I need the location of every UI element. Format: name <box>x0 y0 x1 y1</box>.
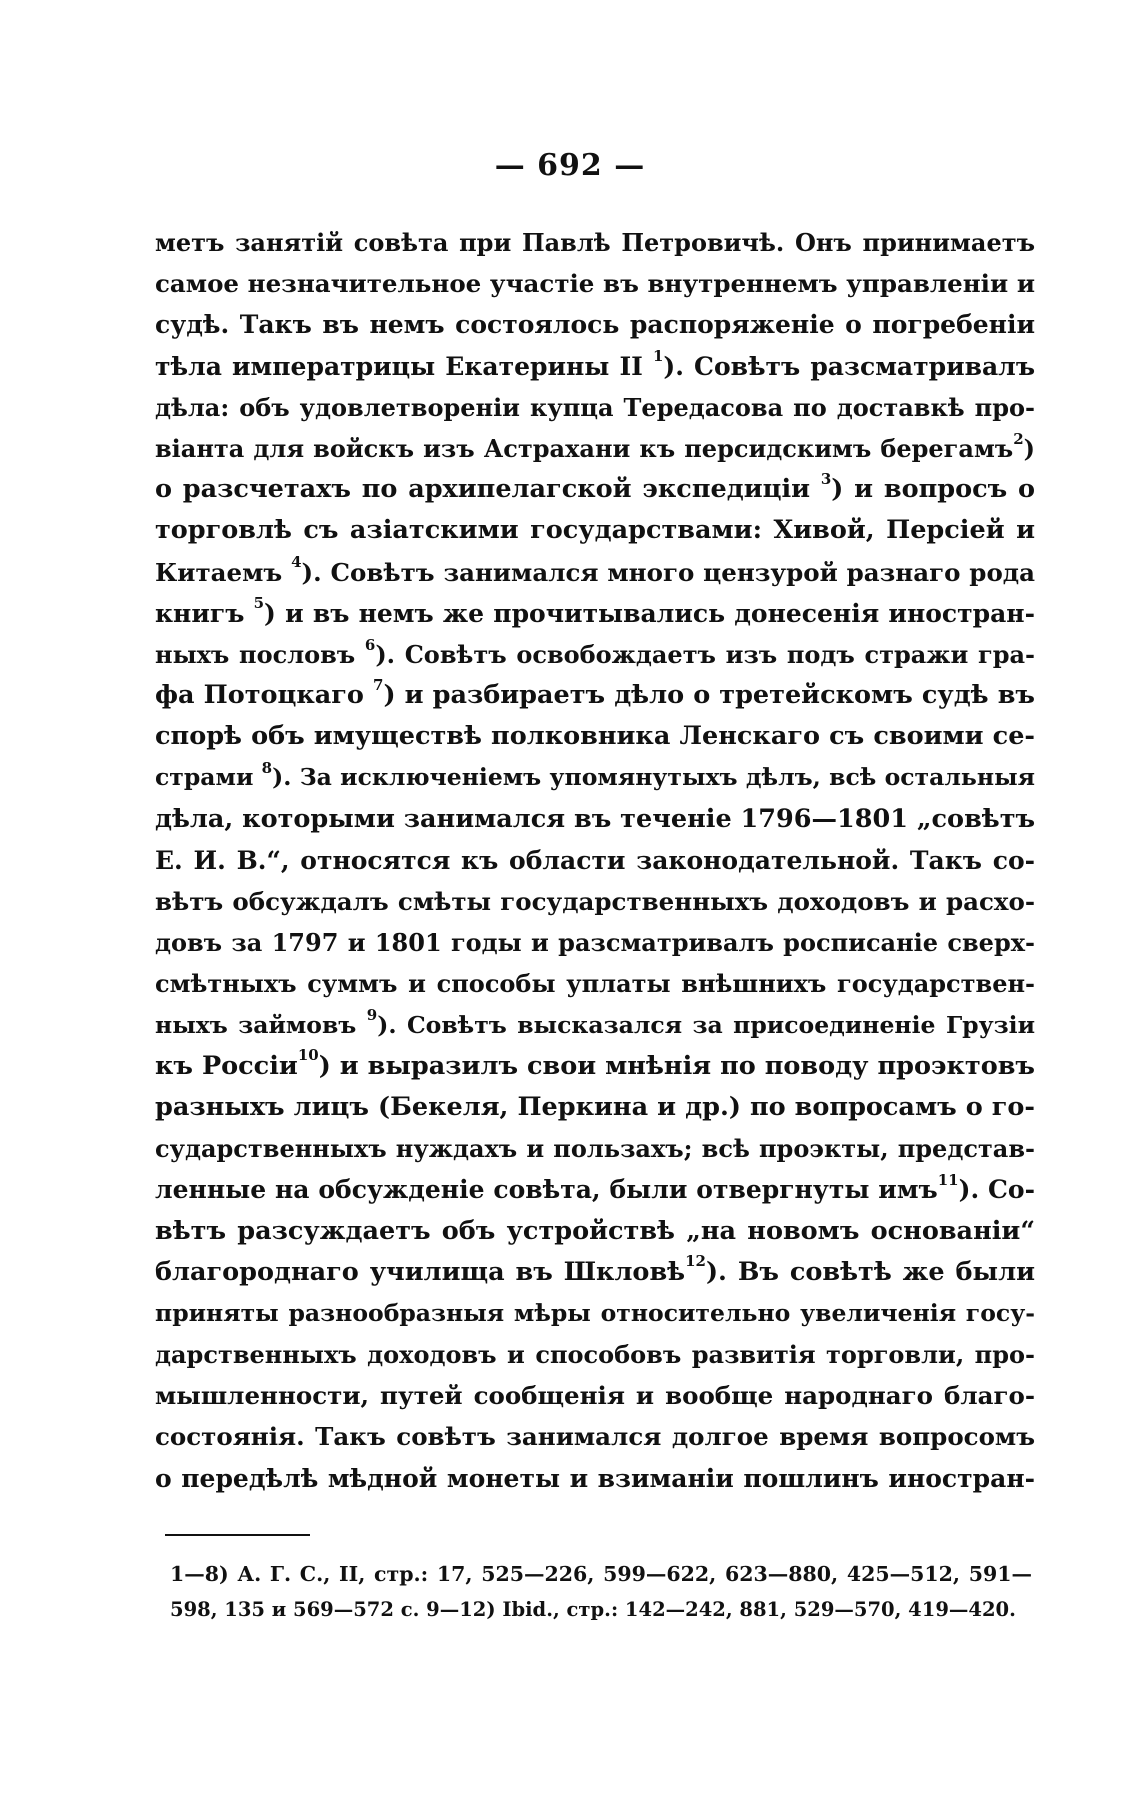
text-line <box>155 1458 1035 1499</box>
text-segment: ). Въ совѣтѣ же были <box>705 1256 1035 1287</box>
text-line <box>155 552 1035 593</box>
text-segment: дѣла: объ удовлетвореніи купца Тередасова по доставкѣ про- <box>155 392 1035 422</box>
text-line <box>155 799 1035 840</box>
text-line <box>155 1293 1035 1334</box>
text-line <box>155 469 1035 510</box>
text-segment: фа Потоцкаго <box>155 680 374 711</box>
text-segment: вѣтъ обсуждалъ смѣты государственныхъ доходовъ и расхо- <box>155 887 1035 916</box>
text-segment: разныхъ лицъ (Бекеля, Перкина и др.) по вопросамъ о го- <box>155 1091 1035 1122</box>
text-segment: ). Совѣтъ разсматривалъ <box>663 351 1035 381</box>
footnote-marker: 9 <box>366 1005 378 1024</box>
footnote-marker: 6 <box>364 635 376 654</box>
text-segment: приняты разнообразныя мѣры относительно увеличенія госу- <box>155 1298 1035 1327</box>
footnote-marker: 4 <box>291 553 302 572</box>
text-segment: книгъ <box>155 598 254 628</box>
text-segment: ) и вопросъ о <box>831 474 1035 505</box>
text-line <box>155 1046 1035 1087</box>
footnote-marker: 3 <box>820 469 832 488</box>
text-line <box>155 510 1035 551</box>
text-line <box>155 675 1035 716</box>
text-segment: благороднаго училища въ Шкловѣ <box>155 1256 686 1287</box>
text-segment: довъ за 1797 и 1801 годы и разсматривалъ росписаніе сверх- <box>155 928 1035 958</box>
text-segment: спорѣ объ имуществѣ полковника Ленскаго съ своими се- <box>155 721 1035 752</box>
text-line <box>155 1211 1035 1252</box>
text-line <box>155 428 1035 469</box>
text-line <box>155 1416 1035 1457</box>
text-segment: ленные на обсужденіе совѣта, были отвергнуты имъ <box>155 1175 938 1205</box>
text-line <box>155 346 1035 387</box>
text-segment: Е. И. В.“, относятся къ области законодательной. Такъ со- <box>155 845 1035 875</box>
footnotes <box>170 1556 1032 1628</box>
text-segment: ). Совѣтъ занимался много цензурой разнаго рода <box>301 557 1035 587</box>
text-line <box>155 1128 1035 1169</box>
text-segment: ). Со- <box>958 1175 1035 1205</box>
text-line <box>155 1087 1035 1128</box>
footnote-line: 1—8) А. Г. С., II, стр.: 17, 525—226, 599—622, 623—880, 425—512, 591— <box>170 1562 1032 1586</box>
page-number: — 692 — <box>494 148 646 183</box>
text-line <box>155 757 1035 798</box>
text-segment: ). За исключеніемъ упомянутыхъ дѣлъ, всѣ остальныя <box>272 763 1035 792</box>
text-segment: ныхъ пословъ <box>155 639 365 669</box>
text-segment: ) <box>1023 433 1035 463</box>
text-segment: торговлѣ съ азіатскими государствами: Хивой, Персіей и <box>155 515 1035 546</box>
text-segment: о передѣлѣ мѣдной монеты и взиманіи пошлинъ иностран- <box>155 1463 1035 1493</box>
text-line <box>155 1252 1035 1293</box>
text-segment: ) и въ немъ же прочитывались донесенія иностран- <box>264 598 1035 628</box>
footnote-marker: 12 <box>685 1252 706 1271</box>
text-line <box>155 263 1035 304</box>
text-segment: дарственныхъ доходовъ и способовъ развитія торговли, про- <box>155 1340 1035 1370</box>
footnote-marker: 8 <box>261 758 273 777</box>
text-line <box>155 1169 1035 1210</box>
footnote-line: 598, 135 и 569—572 с. 9—12) Ibid., стр.: 142—242, 881, 529—570, 419—420. <box>170 1598 1016 1621</box>
text-line <box>155 634 1035 675</box>
text-segment: тѣла императрицы Екатерины II <box>155 351 653 381</box>
footnote-marker: 1 <box>652 347 664 366</box>
footnote-marker: 7 <box>373 675 384 694</box>
text-line <box>155 716 1035 757</box>
text-line <box>155 922 1035 963</box>
body-text <box>155 222 1035 1499</box>
text-segment: ) и разбираетъ дѣло о третейскомъ судѣ въ <box>383 680 1035 711</box>
text-segment: дѣла, которыми занимался въ теченіе 1796—1801 „совѣтъ <box>155 803 1036 834</box>
text-segment: віанта для войскъ изъ Астрахани къ персидскимъ берегамъ <box>155 433 1014 463</box>
footnote-marker: 5 <box>253 594 265 613</box>
text-segment: о разсчетахъ по архипелагской экспедиціи <box>155 474 821 505</box>
footnote-marker: 2 <box>1013 429 1024 448</box>
text-segment: судѣ. Такъ въ немъ состоялось распоряженіе о погребеніи <box>155 310 1035 340</box>
text-segment: вѣтъ разсуждаетъ объ устройствѣ „на новомъ основаніи“ <box>155 1215 1035 1246</box>
text-line <box>155 881 1035 922</box>
text-line <box>155 963 1035 1004</box>
text-segment: Китаемъ <box>155 557 292 587</box>
footnote-marker: 10 <box>297 1046 319 1065</box>
text-segment: состоянія. Такъ совѣтъ занимался долгое время вопросомъ <box>155 1422 1035 1452</box>
text-line <box>155 1375 1035 1416</box>
text-segment: ). Совѣтъ освобождаетъ изъ подъ стражи гра- <box>375 639 1035 669</box>
text-segment: къ Россіи <box>155 1050 298 1081</box>
text-line <box>155 1005 1035 1046</box>
footnote-marker: 11 <box>937 1170 959 1189</box>
text-line <box>155 387 1035 428</box>
text-segment: сударственныхъ нуждахъ и пользахъ; всѣ проэкты, представ- <box>155 1134 1035 1164</box>
text-line <box>155 593 1035 634</box>
text-segment: ) и выразилъ свои мнѣнія по поводу проэктовъ <box>318 1050 1035 1081</box>
text-line <box>155 1334 1035 1375</box>
text-segment: самое незначительное участіе въ внутреннемъ управленіи и <box>155 269 1035 299</box>
text-segment: страми <box>155 763 262 792</box>
text-line <box>155 840 1035 881</box>
text-line <box>155 222 1035 263</box>
text-segment: метъ занятій совѣта при Павлѣ Петровичѣ. Онъ принимаетъ <box>155 228 1035 257</box>
text-segment: мышленности, путей сообщенія и вообще народнаго благо- <box>155 1381 1035 1411</box>
text-segment: ). Совѣтъ высказался за присоединеніе Грузіи <box>377 1010 1035 1039</box>
text-segment: смѣтныхъ суммъ и способы уплаты внѣшнихъ государствен- <box>155 969 1035 999</box>
footnote-divider <box>165 1534 310 1536</box>
text-line <box>155 304 1035 345</box>
text-segment: ныхъ займовъ <box>155 1010 367 1039</box>
